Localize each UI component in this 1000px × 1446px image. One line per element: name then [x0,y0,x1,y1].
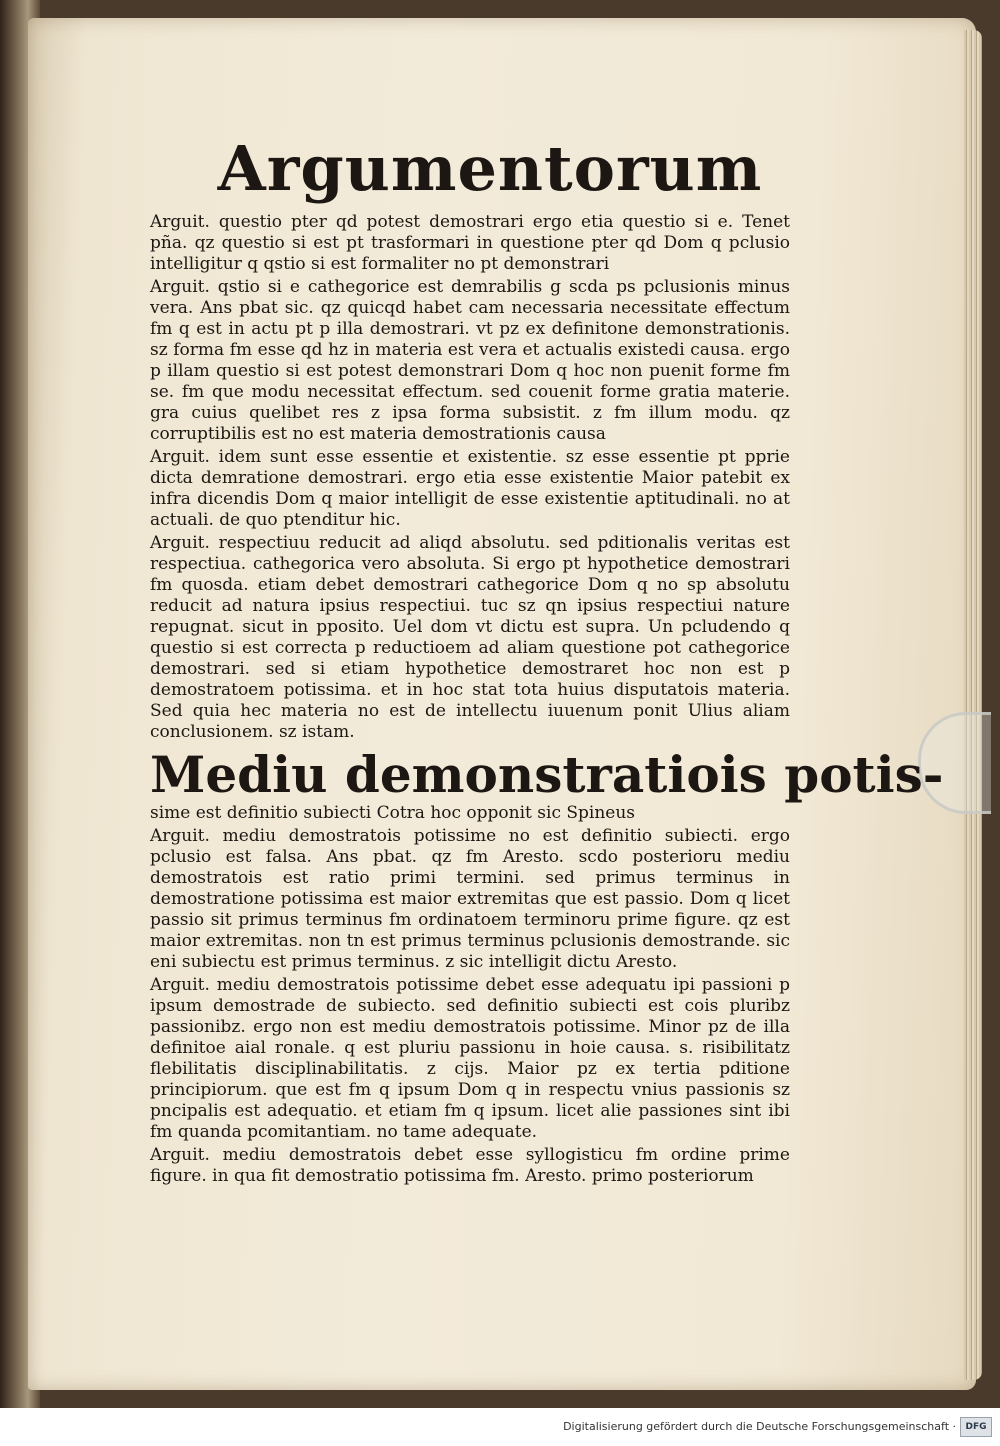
paragraph: Arguit. questio pter qd potest demostrari ergo etia questio si e. Tenet pña. qz questio si est pt trasformari in questione pter qd Dom q pclusio intelligitur q qstio si est formaliter no pt demonstrari [150,212,790,274]
paragraph: Arguit. mediu demostratois potissime debet esse adequatu ipi passioni p ipsum demostrade de subiecto. sed definitio subiecti est cois pluribz passionibz. ergo non est mediu demostratois potissime. Minor pz de illa definitoe aial ronale. q est pluriu passionu in hoie causa. s. risibilitatz flebilitatis disciplinabilitatis. z cijs. Maior pz ex tertia pditione principiorum. que est fm q ipsum Dom q in respectu vnius passionis sz pncipalis est adequatio. et etiam fm q ipsum. licet alie passiones sint ibi fm quanda pcomitantiam. no tame adequate. [150,975,790,1142]
funding-credit: Digitalisierung gefördert durch die Deutsche Forschungsgemeinschaft · [563,1420,956,1433]
page-text [150,132,944,1187]
dfg-logo: DFG [960,1417,992,1437]
paragraph: Arguit. qstio si e cathegorice est demrabilis g scda ps pclusionis minus vera. Ans pbat sic. qz quicqd habet cam necessaria necessitate effectum fm q est in actu pt p illa demostrari. vt pz ex definitone demonstrationis. sz forma fm esse qd hz in materia est vera et actualis existedi causa. ergo p illam questio si est potest demonstrari Dom q hoc non puenit forme fm se. fm que modu necessitat effectum. sed couenit forme gratia materie. gra cuius quelibet res z ipsa forma subsistit. z fm illum modu. qz corruptibilis est no est materia demostrationis causa [150,277,790,444]
digitization-footer [0,1408,1000,1446]
paragraph: Arguit. mediu demostratois potissime no est definitio subiecti. ergo pclusio est falsa. Ans pbat. qz fm Aresto. scdo posterioru mediu demostratois est ratio primi termini. sed primus terminus in demostratione potissima est maior extremitas que est passio. Dom q licet passio sit primus terminus fm ordinatoem terminoru prime figure. qz est maior extremitas. non tn est primus terminus pclusionis demostrande. sic eni subiectu est primus terminus. z sic intelligit dictu Aresto. [150,826,790,972]
paragraph: Arguit. idem sunt esse essentie et existentie. sz esse essentie pt pprie dicta demratione demostrari. ergo etia esse existentie Maior patebit ex infra dicendis Dom q maior intelligit de esse existentie aptitudinali. no at actuali. de quo ptenditur hic. [150,447,790,530]
page-stack-edge [964,30,982,1380]
section-heading: Mediu demonstratiois potis- [150,745,944,804]
paragraph: sime est definitio subiecti Cotra hoc opponit sic Spineus [150,803,636,823]
page-heading: Argumentorum [217,132,763,205]
paragraph: Arguit. mediu demostratois debet esse syllogisticu fm ordine prime figure. in qua fit demostratio potissima fm. Aresto. primo posteriorum [150,1145,790,1186]
paragraph: Arguit. respectiuu reducit ad aliqd absolutu. sed pditionalis veritas est respectiua. cathegorica vero absoluta. Si ergo pt hypothetice demostrari fm quosda. etiam debet demostrari cathegorice Dom q no sp absolutu reducit ad natura ipsius respectiui. tuc sz qn ipsius respectiui nature repugnat. sicut in pposito. Uel dom vt dictu est supra. Un pcludendo q questio si est correcta p reductioem ad aliam questione pot cathegorice demostrari. sed si etiam hypothetice demostraret hoc non est p demostratoem potissima. et in hoc stat tota huius disputatois materia. Sed quia hec materia no est de intellectu iuuenum ponit Ulius aliam conclusionem. sz istam. [150,533,790,742]
